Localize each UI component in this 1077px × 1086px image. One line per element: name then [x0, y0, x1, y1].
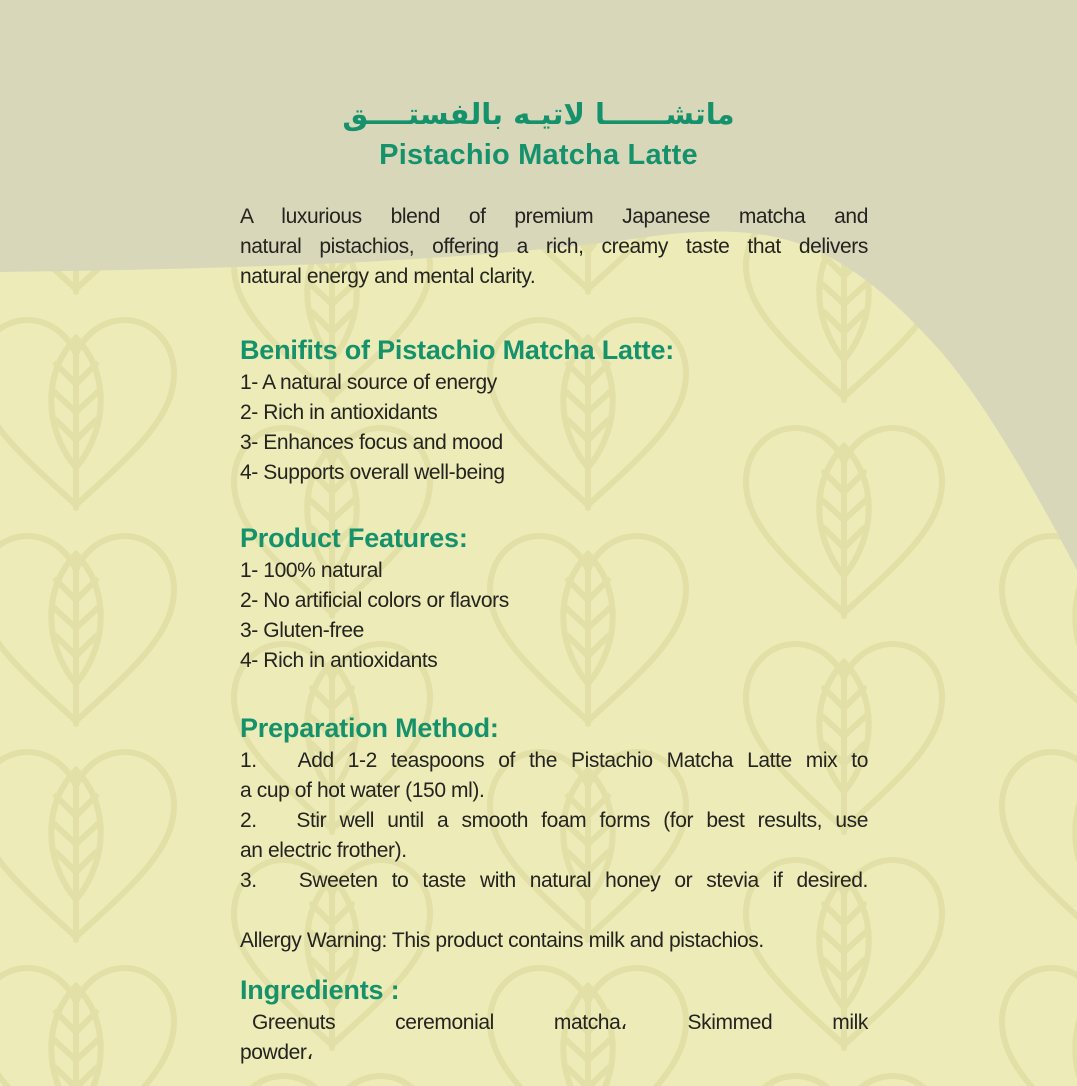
section-benefits [240, 332, 868, 488]
preparation-step-line: an electric frother). [240, 839, 407, 862]
allergy-warning [240, 926, 868, 956]
preparation-heading: Preparation Method: [240, 713, 499, 743]
preparation-step-line: 3. Sweeten to taste with natural honey or stevia if desired. [240, 869, 868, 892]
benefits-item: 4- Supports overall well-being [240, 461, 505, 484]
section-features [240, 520, 868, 676]
ingredients-line: powder، [240, 1041, 314, 1064]
features-list [240, 556, 868, 676]
benefits-item: 2- Rich in antioxidants [240, 401, 438, 424]
intro-line: natural pistachios, offering a rich, creamy taste that delivers [240, 235, 868, 258]
intro-line: A luxurious blend of premium Japanese matcha and [240, 205, 868, 228]
benefits-heading: Benifits of Pistachio Matcha Latte: [240, 335, 675, 365]
product-title-arabic: ماتشــــــا لاتيـه بالفستــــق [342, 97, 735, 131]
allergy-warning-text: Allergy Warning: This product contains milk and pistachios. [240, 929, 764, 952]
section-preparation [240, 710, 868, 896]
preparation-step [240, 866, 868, 896]
features-heading: Product Features: [240, 523, 468, 553]
preparation-step [240, 806, 868, 866]
ingredients-list [240, 1008, 868, 1068]
intro-line: natural energy and mental clarity. [240, 265, 536, 288]
features-item: 4- Rich in antioxidants [240, 649, 438, 672]
preparation-step [240, 746, 868, 806]
preparation-step-line: a cup of hot water (150 ml). [240, 779, 485, 802]
benefits-item: 1- A natural source of energy [240, 371, 497, 394]
features-item: 2- No artificial colors or flavors [240, 589, 509, 612]
ingredients-heading: Ingredients : [240, 975, 400, 1005]
title-block [0, 0, 1077, 174]
product-title-english: Pistachio Matcha Latte [379, 139, 698, 171]
benefits-item: 3- Enhances focus and mood [240, 431, 503, 454]
features-item: 3- Gluten-free [240, 619, 364, 642]
intro-paragraph [240, 202, 868, 292]
features-item: 1- 100% natural [240, 559, 383, 582]
preparation-step-line: 2. Stir well until a smooth foam forms (for best results, use [240, 809, 868, 832]
preparation-step-line: 1. Add 1-2 teaspoons of the Pistachio Matcha Latte mix to [240, 749, 868, 772]
benefits-list [240, 368, 868, 488]
ingredients-line: Greenuts ceremonial matcha، Skimmed milk [252, 1011, 868, 1034]
section-ingredients [240, 972, 868, 1068]
